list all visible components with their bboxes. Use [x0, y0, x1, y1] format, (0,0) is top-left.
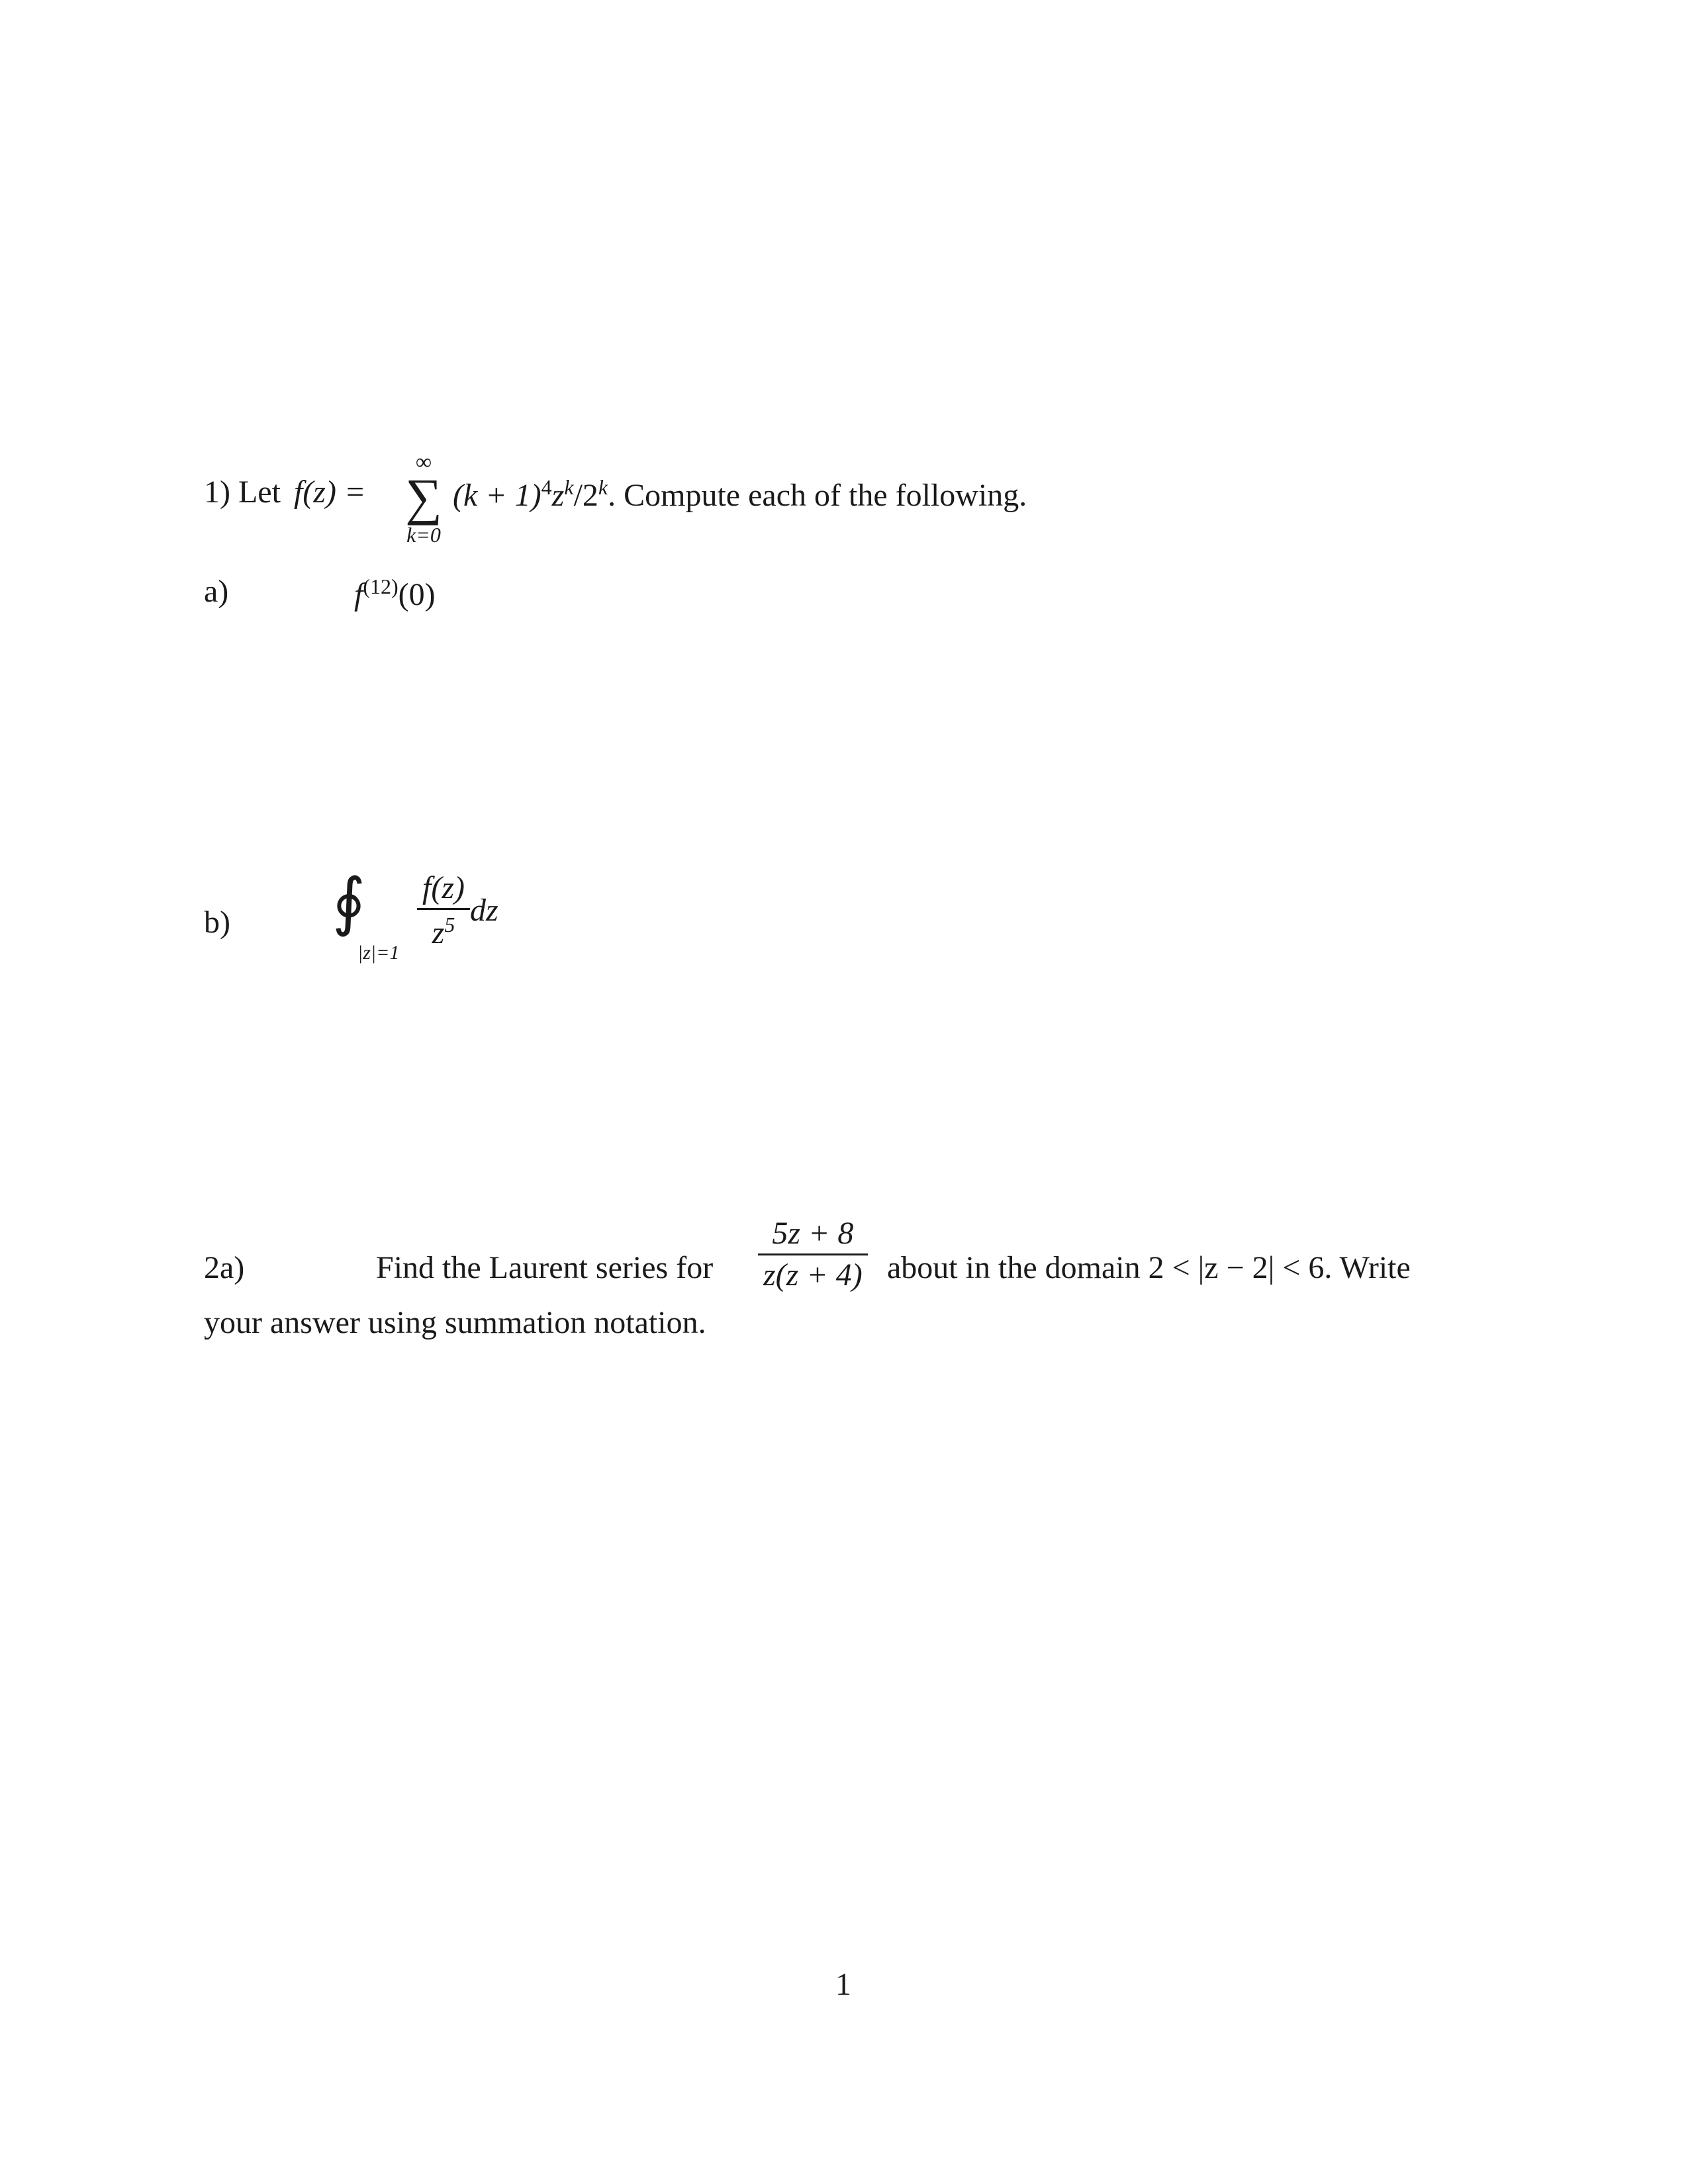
part-a-label: a): [204, 574, 229, 609]
integrand-fraction: [417, 872, 470, 949]
summation: [394, 451, 453, 545]
term-exponent-1: 4: [541, 475, 552, 499]
differential: dz: [469, 893, 498, 928]
sum-lower-limit: k=0: [406, 523, 441, 547]
contour-label: |z|=1: [357, 942, 400, 964]
term-base: (k + 1): [453, 478, 541, 513]
part-b-integrand: [417, 872, 498, 949]
denominator-exponent: 5: [444, 913, 455, 936]
problem-1-label: 1) Let: [204, 475, 281, 510]
term-divisor: /2: [573, 478, 598, 513]
part-a-arg: (0): [398, 577, 436, 612]
part-a-expression: [354, 576, 436, 611]
sum-upper-limit: ∞: [415, 450, 432, 475]
problem-2a-text-before: Find the Laurent series for: [376, 1250, 714, 1285]
problem-2a-label: 2a): [204, 1250, 245, 1285]
problem-1-statement: [204, 477, 365, 508]
problem-2a-fraction: [758, 1218, 868, 1291]
term-z: z: [551, 478, 565, 513]
part-a-order: (12): [363, 574, 399, 598]
part-b-label: b): [204, 905, 230, 940]
function-definition: f(z) =: [293, 475, 366, 510]
integrand-denominator: [427, 914, 461, 949]
laurent-denominator: z(z + 4): [763, 1257, 863, 1293]
problem-2a-line-2: your answer using summation notation.: [204, 1305, 706, 1340]
part-a-f: f: [354, 577, 363, 612]
fraction-bar: [417, 908, 470, 910]
page-number: 1: [835, 1967, 851, 2002]
contour-integral-sign: ∮: [332, 866, 366, 937]
laurent-fraction: [758, 1218, 868, 1291]
laurent-fraction-bar: [758, 1253, 868, 1255]
laurent-numerator: 5z + 8: [772, 1216, 854, 1251]
summation-term: [453, 477, 1027, 512]
denominator-z: z: [432, 915, 445, 950]
term-exponent-2: k: [564, 475, 574, 499]
integrand-numerator: f(z): [422, 870, 465, 905]
problem-1-trailing: . Compute each of the following.: [608, 478, 1027, 513]
problem-2a-text-after: about in the domain 2 < |z − 2| < 6. Write: [887, 1250, 1411, 1285]
sum-symbol: ∑: [405, 468, 442, 525]
term-exponent-3: k: [598, 475, 608, 499]
